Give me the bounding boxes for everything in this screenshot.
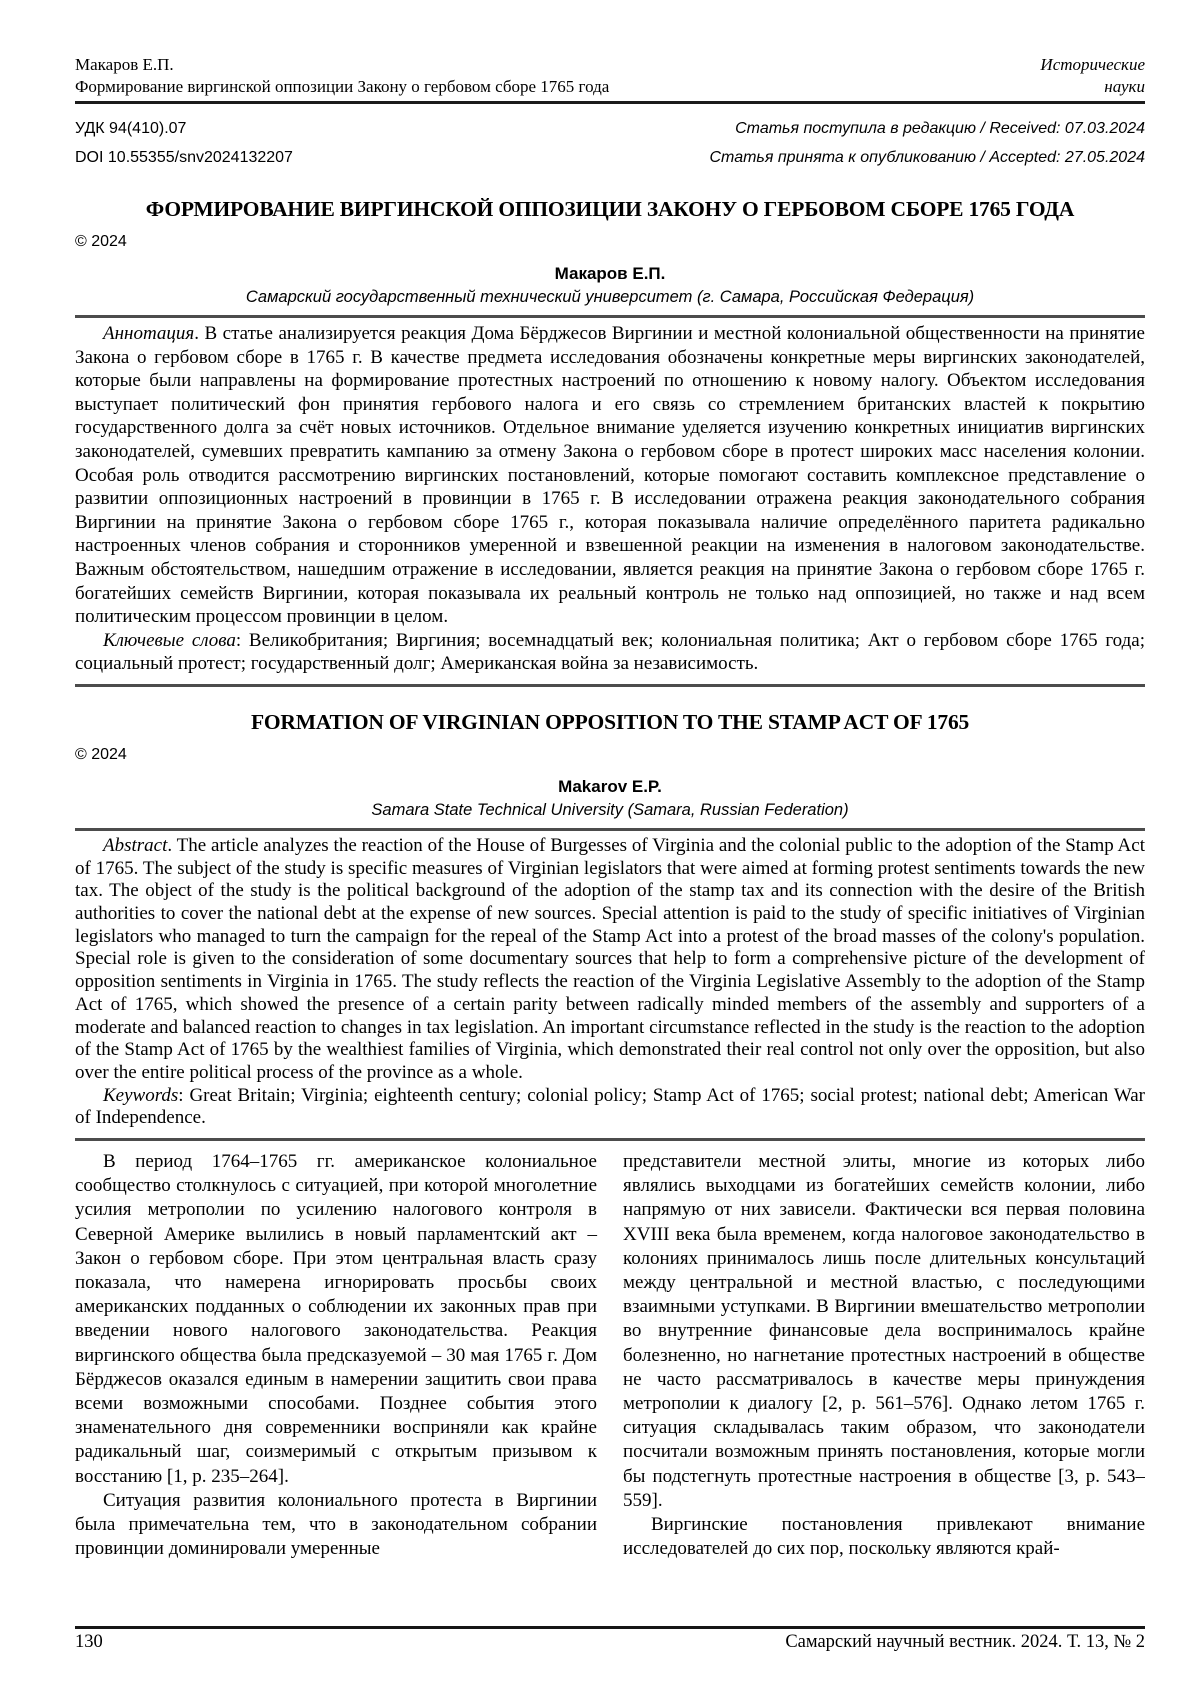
body-paragraph: В период 1764–1765 гг. американское колониальное сообщество столкнулось с ситуацией, при которой многолетние усилия метрополии по усилению налогового контроля в Северной Америке вылились в новый парламентский акт – Закон о гербовом сборе. При этом центральная власть сразу показала, что намерена игнорировать просьбы своих американских подданных о соблюдении их законных прав при введении нового налогового законодательства. Реакция виргинского общества была предсказуемой – 30 мая 1765 г. Дом Бёрджесов оказался единым в намерении защитить свои права всеми возможными способами. Позднее события этого знаменательного дня современники восприняли как крайне радикальный шаг, соизмеримый с открытым призывом к восстанию [1, p. 235–264].: [75, 1151, 597, 1487]
received-date: Статья поступила в редакцию / Received: 07.03.2024: [735, 120, 1145, 137]
keywords-ru-text: : Великобритания; Виргиния; восемнадцатый век; колониальная политика; Акт о гербовом сборе 1765 года; социальный протест; государственный долг; Американская война за независимость.: [75, 629, 1145, 675]
article-meta: [75, 118, 1145, 176]
accepted-date: Статья принята к опубликованию / Accepted: 27.05.2024: [709, 149, 1145, 166]
keywords-en: [75, 1085, 1145, 1130]
keywords-en-text: : Great Britain; Virginia; eighteenth century; colonial policy; Stamp Act of 1765; social protest; national debt; American War of Independence.: [75, 1084, 1145, 1129]
article-title-ru: ФОРМИРОВАНИЕ ВИРГИНСКОЙ ОППОЗИЦИИ ЗАКОНУ О ГЕРБОВОМ СБОРЕ 1765 ГОДА: [145, 197, 1075, 221]
affiliation-en: Samara State Technical University (Samara, Russian Federation): [371, 800, 849, 819]
author-ru: Макаров Е.П.: [554, 264, 666, 283]
section-name-line1: Исторические: [1040, 55, 1145, 74]
author-en: Makarov E.P.: [558, 776, 662, 796]
divider-after-keywords-ru: [75, 684, 1145, 687]
article-title-en: FORMATION OF VIRGINIAN OPPOSITION TO THE STAMP ACT OF 1765: [250, 709, 970, 734]
section-name-line2: науки: [1104, 77, 1145, 96]
copyright-ru: © 2024: [75, 233, 127, 250]
body-paragraph: Виргинские постановления привлекают внимание исследователей до сих пор, поскольку являются край-: [623, 1514, 1145, 1560]
page-footer: [75, 1626, 1145, 1655]
body-right-column: [623, 1150, 1145, 1626]
abstract-en-label: Abstract: [103, 834, 168, 856]
abstract-ru: [75, 322, 1145, 629]
footer-rule: [75, 1626, 1145, 1629]
body-left-column: [75, 1150, 597, 1626]
keywords-en-label: Keywords: [103, 1084, 179, 1106]
abstract-ru-text: . В статье анализируется реакция Дома Бёрджесов Виргинии и местной колониальной общественности на принятие Закона о гербовом сборе в 1765 г. В качестве предмета исследования обозначены конкретные меры виргинских законодателей, которые были направлены на формирование протестных настроений по отношению к новому налогу. Объектом исследования выступает политический фон принятия гербового налога и его связь со стремлением британских властей к покрытию государственного долга за счёт новых источников. Отдельное внимание уделяется изучению конкретных инициатив виргинских законодателей, сумевших превратить кампанию за отмену Закона о гербовом сборе в протест широких масс населения колонии. Особая роль отводится рассмотрению виргинских постановлений, которые помогают составить комплексное представление о развитии оппозиционных настроений в провинции в 1765 г. В исследовании отражена реакция законодательного собрания Виргинии на принятие Закона о гербовом сборе 1765 г., которая показывала наличие определённого паритета радикально настроенных членов собрания и сторонников умеренной и взвешенной реакции на изменения в налоговом законодательстве. Важным обстоятельством, нашедшим отражение в исследовании, является реакция на принятие Закона о гербовом сборе 1765 г. богатейших семейств Виргинии, которая показывала их реальный контроль не только над оппозицией, но также и над всем политическим процессом провинции в целом.: [75, 323, 1145, 628]
keywords-ru: [75, 629, 1145, 676]
running-header-author: Макаров Е.П.: [75, 55, 174, 74]
keywords-ru-label: Ключевые слова: [103, 629, 236, 651]
body-two-columns: [75, 1150, 1145, 1626]
page-number: 130: [75, 1632, 103, 1652]
running-header: [75, 54, 1145, 104]
abstract-ru-label: Аннотация: [103, 323, 195, 344]
divider-before-abstract-ru: [75, 315, 1145, 318]
body-paragraph: Ситуация развития колониального протеста в Виргинии была примечательна тем, что в законодательном собрании провинции доминировали умеренные: [75, 1489, 597, 1560]
doi-code: DOI 10.55355/snv2024132207: [75, 149, 293, 166]
abstract-en-text: . The article analyzes the reaction of the House of Burgesses of Virginia and the colonial public to the adoption of the Stamp Act of 1765. The subject of the study is specific measures of Virginian legislators that were aimed at forming protest sentiments towards the new tax. The object of the study is the political background of the adoption of the stamp tax and its connection with the desire of the British authorities to cover the national debt at the expense of new sources. Special attention is paid to the study of specific initiatives of Virginian legislators who managed to turn the campaign for the repeal of the Stamp Act into a protest of the broad masses of the colony's population. Special role is given to the consideration of some documentary sources that help to form a comprehensive picture of the development of opposition sentiments in Virginia in 1765. The study reflects the reaction of the Virginia Legislative Assembly to the adoption of the Stamp Act of 1765, which showed the presence of a certain parity between radically minded members of the assembly and supporters of a moderate and balanced reaction to changes in tax legislation. An important circumstance reflected in the study is the reaction to the adoption of the Stamp Act of 1765 by the wealthiest families of Virginia, which demonstrated their real control not only over the opposition, but also over the entire political process of the province as a whole.: [75, 834, 1145, 1083]
journal-imprint: Самарский научный вестник. 2024. Т. 13, № 2: [785, 1632, 1145, 1652]
abstract-en: [75, 835, 1145, 1085]
affiliation-ru: Самарский государственный технический университет (г. Самара, Российская Федерация): [245, 288, 975, 306]
copyright-en: © 2024: [75, 745, 127, 763]
running-header-title: Формирование виргинской оппозиции Закону о гербовом сборе 1765 года: [75, 77, 610, 96]
body-paragraph: представители местной элиты, многие из которых либо являлись выходцами из богатейших семейств колонии, либо напрямую от них зависели. Фактически вся первая половина XVIII века была временем, когда налоговое законодательство в колониях принималось лишь после длительных консультаций между центральной и местной властью, с последующими взаимными уступками. В Виргинии вмешательство метрополии во внутренние финансовые дела воспринималось крайне болезненно, но нагнетание протестных настроений в обществе не часто рассматривалось в качестве меры принуждения метрополии к диалогу [2, p. 561–576]. Однако летом 1765 г. ситуация складывалась таким образом, что законодатели посчитали возможным принять постановления, которые могли бы подстегнуть протестные настроения в обществе [3, p. 543–559].: [623, 1151, 1145, 1511]
header-rule: [75, 101, 1145, 104]
divider-before-abstract-en: [75, 828, 1145, 831]
divider-before-body: [75, 1138, 1145, 1141]
udc-code: УДК 94(410).07: [75, 120, 187, 137]
